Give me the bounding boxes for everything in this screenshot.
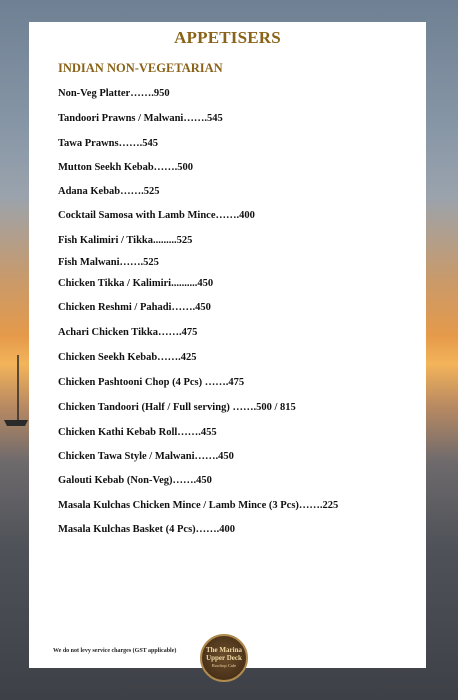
logo-text-line: The Marina	[206, 646, 242, 654]
menu-item: Non-Veg Platter…….950	[58, 88, 170, 99]
menu-item: Achari Chicken Tikka…….475	[58, 327, 198, 338]
service-charge-note: We do not levy service charges (GST applicable)	[53, 648, 177, 654]
restaurant-logo	[200, 634, 248, 682]
menu-item: Masala Kulchas Chicken Mince / Lamb Mince (3 Pcs)…….225	[58, 500, 339, 511]
menu-item: Fish Kalimiri / Tikka.........525	[58, 235, 193, 246]
menu-item: Fish Malwani…….525	[58, 257, 159, 268]
menu-item: Chicken Seekh Kebab…….425	[58, 352, 197, 363]
menu-item: Chicken Pashtooni Chop (4 Pcs) …….475	[58, 377, 245, 388]
menu-item: Tandoori Prawns / Malwani…….545	[58, 113, 223, 124]
section-heading: INDIAN NON-VEGETARIAN	[58, 61, 223, 75]
menu-item: Mutton Seekh Kebab…….500	[58, 162, 194, 173]
menu-item: Chicken Tandoori (Half / Full serving) …….500 / 815	[58, 402, 296, 413]
menu-item: Chicken Tawa Style / Malwani…….450	[58, 451, 234, 462]
menu-item: Masala Kulchas Basket (4 Pcs)…….400	[58, 524, 236, 535]
menu-item: Galouti Kebab (Non-Veg)…….450	[58, 475, 212, 486]
menu-page	[29, 22, 426, 668]
menu-item: Chicken Tikka / Kalimiri..........450	[58, 278, 214, 289]
menu-item: Adana Kebab…….525	[58, 186, 160, 197]
menu-item: Tawa Prawns…….545	[58, 138, 158, 149]
logo-text-line: Rooftop Cafe	[211, 663, 237, 668]
sailboat-silhouette-icon	[0, 350, 30, 430]
menu-item: Chicken Reshmi / Pahadi…….450	[58, 302, 211, 313]
menu-item: Cocktail Samosa with Lamb Mince…….400	[58, 210, 255, 221]
menu-item: Chicken Kathi Kebab Roll…….455	[58, 427, 217, 438]
menu-title: APPETISERS	[174, 28, 281, 47]
logo-text-line: Upper Deck	[206, 654, 242, 662]
